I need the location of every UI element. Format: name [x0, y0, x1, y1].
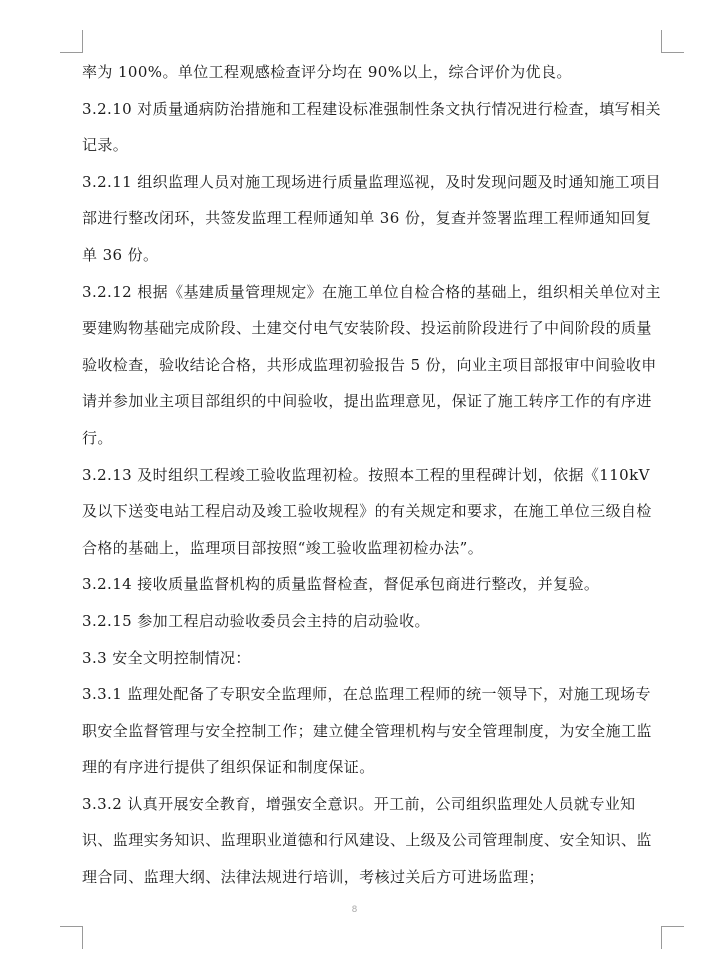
crop-mark-top-right	[661, 30, 684, 53]
paragraph-3-3-1: 3.3.1 监理处配备了专职安全监理师，在总监理工程师的统一领导下，对施工现场专职安全监督管理与安全控制工作；建立健全管理机构与安全管理制度，为安全施工监理的有序进行提供了组织保证和制度保证。	[82, 685, 652, 777]
document-body	[82, 54, 662, 896]
page-number: 8	[351, 905, 358, 915]
paragraph-continuation: 率为 100%。单位工程观感检查评分均在 90%以上，综合评价为优良。	[82, 63, 572, 81]
paragraph-3-2-11: 3.2.11 组织监理人员对施工现场进行质量监理巡视，及时发现问题及时通知施工项目部进行整改闭环，共签发监理工程师通知单 36 份，复查并签署监理工程师通知回复单 36 份。	[82, 172, 661, 264]
paragraph-3-3-2: 3.3.2 认真开展安全教育，增强安全意识。开工前，公司组织监理处人员就专业知识、监理实务知识、监理职业道德和行风建设、上级及公司管理制度、安全知识、监理合同、监理大纲、法律法规进行培训，考核过关后方可进场监理；	[82, 794, 652, 887]
paragraph-3-2-15: 3.2.15 参加工程启动验收委员会主持的启动验收。	[82, 611, 430, 630]
crop-mark-bottom-left	[60, 926, 83, 949]
paragraph-3-2-14: 3.2.14 接收质量监督机构的质量监督检查，督促承包商进行整改，并复验。	[82, 575, 600, 594]
paragraph-3-2-13: 3.2.13 及时组织工程竣工验收监理初检。按照本工程的里程碑计划，依据《110kV 及以下送变电站工程启动及竣工验收规程》的有关规定和要求，在施工单位三级自检合格的基础上，监理项目部按照“竣工验收监理初检办法”。	[82, 465, 652, 557]
section-heading-3-3: 3.3 安全文明控制情况：	[82, 648, 251, 667]
crop-mark-bottom-right	[661, 926, 684, 949]
paragraph-3-2-12: 3.2.12 根据《基建质量管理规定》在施工单位自检合格的基础上，组织相关单位对主要建购物基础完成阶段、土建交付电气安装阶段、投运前阶段进行了中间阶段的质量验收检查，验收结论合格，共形成监理初验报告 5 份，向业主项目部报审中间验收申请并参加业主项目部组织的中间验收，提出监理意见，保证了施工转序工作的有序进行。	[82, 282, 661, 447]
crop-mark-top-left	[60, 30, 83, 53]
paragraph-3-2-10: 3.2.10 对质量通病防治措施和工程建设标准强制性条文执行情况进行检查，填写相关记录。	[82, 99, 661, 155]
